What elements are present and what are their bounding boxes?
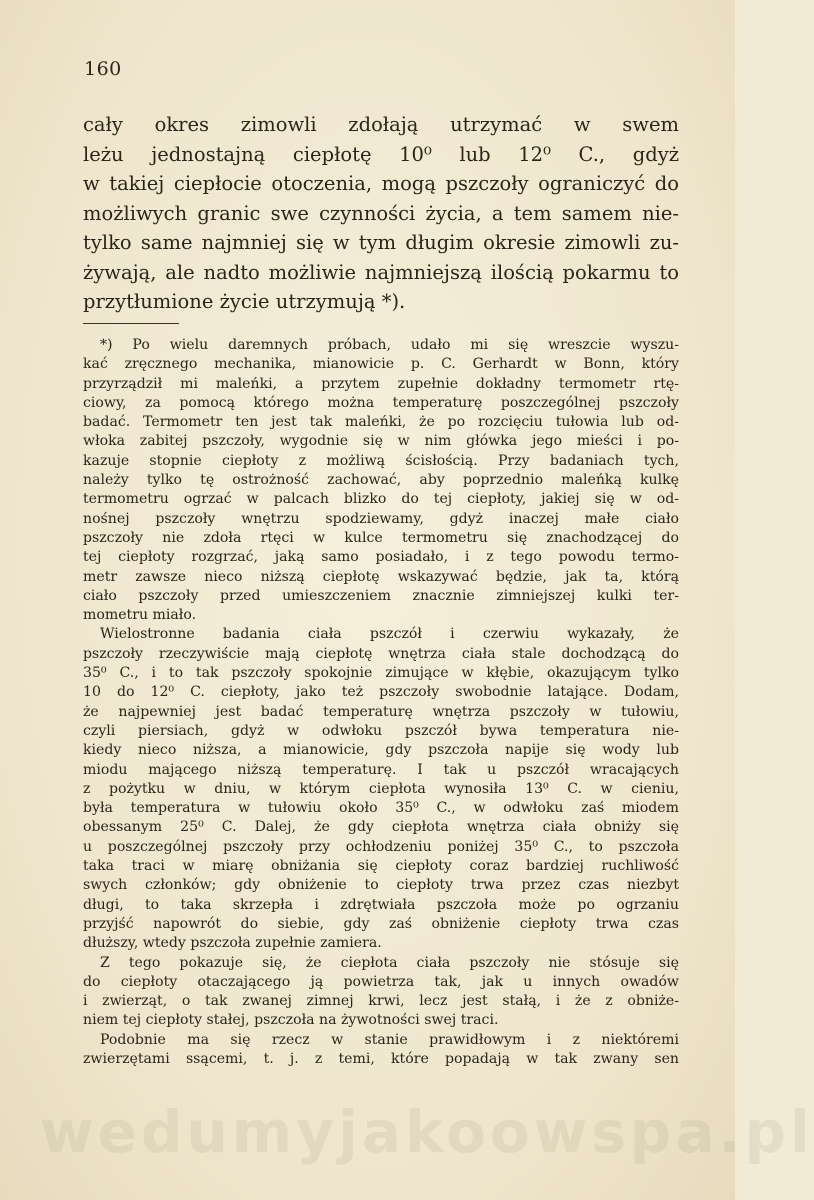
footnote-line: metr zawsze nieco niższą ciepłotę wskazywać będzie, jak ta, którą <box>83 568 679 585</box>
footnote-line: ciało pszczoły przed umieszczeniem znacznie zimniejszej kulki ter- <box>83 587 679 604</box>
footnote-line: ciowy, za pomocą którego można temperaturę poszczególnej pszczoły <box>83 394 679 411</box>
footnote-line: Wielostronne badania ciała pszczół i czerwiu wykazały, że <box>100 626 679 643</box>
main-text-line: leżu jednostajną ciepłotę 10⁰ lub 12⁰ C., gdyż <box>83 142 679 166</box>
footnote-line: Podobnie ma się rzecz w stanie prawidłowym i z niektóremi <box>100 1031 679 1048</box>
footnote-line: kać zręcznego mechanika, mianowicie p. C. Gerhardt w Bonn, który <box>83 356 679 373</box>
footnote-line: niem tej ciepłoty stałej, pszczoła na żywotności swej traci. <box>83 1012 499 1029</box>
footnote-line: miodu mającego niższą temperaturę. I tak u pszczół wracających <box>83 761 679 778</box>
footnote-line: termometru ogrzać w palcach blizko do tej ciepłoty, jakiej się w od- <box>83 491 679 508</box>
footnote-separator <box>83 323 179 324</box>
main-text-line: w takiej ciepłocie otoczenia, mogą pszczoły ograniczyć do <box>83 172 679 195</box>
footnote-line: i zwierząt, o tak zwanej zimnej krwi, lecz jest stałą, i że z obniże- <box>83 993 679 1010</box>
main-text-line: tylko same najmniej się w tym długim okresie zimowli zu- <box>83 231 679 254</box>
main-text-line: możliwych granic swe czynności życia, a tem samem nie- <box>83 201 679 225</box>
footnote-line: z pożytku w dniu, w którym ciepłota wynosiła 13⁰ C. w cieniu, <box>83 780 679 797</box>
footnote-line: przyjść napowrót do siebie, gdy zaś obniżenie ciepłoty trwa czas <box>83 915 679 932</box>
main-text-line: żywają, ale nadto możliwie najmniejszą ilością pokarmu to <box>83 260 679 284</box>
footnote-line: swych członków; gdy obniżenie to ciepłoty trwa przez czas niezbyt <box>83 877 679 894</box>
footnote-line: zwierzętami ssącemi, t. j. z temi, które popadają w tak zwany sen <box>83 1050 679 1067</box>
footnote-line: kiedy nieco niższa, a mianowicie, gdy pszczoła napije się wody lub <box>83 742 679 759</box>
footnote-line: przyrządził mi maleńki, a przytem zupełnie dokładny termometr rtę- <box>83 375 679 392</box>
footnote-line: pszczoły nie zdoła rtęci w kulce termometru się znachodzącej do <box>83 529 679 546</box>
footnote-line: że najpewniej jest badać temperaturę wnętrza pszczoły w tułowiu, <box>83 703 679 720</box>
footnote-line: obessanym 25⁰ C. Dalej, że gdy ciepłota wnętrza ciała obniży się <box>83 819 679 836</box>
footnote-block <box>83 336 679 1069</box>
footnote-line: taka traci w miarę obniżania się ciepłoty coraz bardziej ruchliwość <box>83 858 679 875</box>
main-text-line: cały okres zimowli zdołają utrzymać w swem <box>83 113 679 136</box>
page-number: 160 <box>84 58 122 80</box>
footnote-line: dłuższy, wtedy pszczoła zupełnie zamiera. <box>83 935 382 952</box>
footnote-line: mometru miało. <box>83 607 197 624</box>
main-text-line: przytłumione życie utrzymują *). <box>83 290 406 313</box>
footnote-line: 10 do 12⁰ C. ciepłoty, jako też pszczoły swobodnie latające. Dodam, <box>83 684 679 701</box>
footnote-line: do ciepłoty otaczającego ją powietrza tak, jak u innych owadów <box>83 973 679 990</box>
watermark: wedumyjakoowspa.pl <box>40 1098 814 1166</box>
main-text-block <box>83 110 679 317</box>
footnote-line: 35⁰ C., i to tak pszczoły spokojnie zimujące w kłębie, okazującym tylko <box>83 665 679 682</box>
footnote-line: Z tego pokazuje się, że ciepłota ciała pszczoły nie stósuje się <box>100 954 679 971</box>
footnote-line: należy tylko tę ostrożność zachować, aby poprzednio maleńką kulkę <box>83 472 679 489</box>
footnote-line: badać. Termometr ten jest tak maleńki, że po rozcięciu tułowia lub od- <box>83 414 679 431</box>
footnote-line: u poszczególnej pszczoły przy ochłodzeniu poniżej 35⁰ C., to pszczoła <box>83 838 679 855</box>
footnote-line: długi, to taka skrzepła i zdrętwiała pszczoła może po ogrzaniu <box>83 896 679 913</box>
footnote-line: *) Po wielu daremnych próbach, udało mi się wreszcie wyszu- <box>100 337 679 353</box>
footnote-line: czyli piersiach, gdyż w odwłoku pszczół bywa temperatura nie- <box>83 722 679 739</box>
footnote-line: nośnej pszczoły wnętrzu spodziewamy, gdyż inaczej małe ciało <box>83 510 679 527</box>
footnote-line: pszczoły rzeczywiście mają ciepłotę wnętrza ciała stale dochodzącą do <box>83 645 679 662</box>
footnote-line: była temperatura w tułowiu około 35⁰ C., w odwłoku zaś miodem <box>83 800 679 817</box>
footnote-line: tej ciepłoty rozgrzać, jaką samo posiadało, i z tego powodu termo- <box>83 549 679 566</box>
footnote-line: kazuje stopnie ciepłoty z możliwą ścisłością. Przy badaniach tych, <box>83 452 679 469</box>
footnote-line: włoka zabitej pszczoły, wygodnie się w nim główka jego mieści i po- <box>83 433 679 450</box>
